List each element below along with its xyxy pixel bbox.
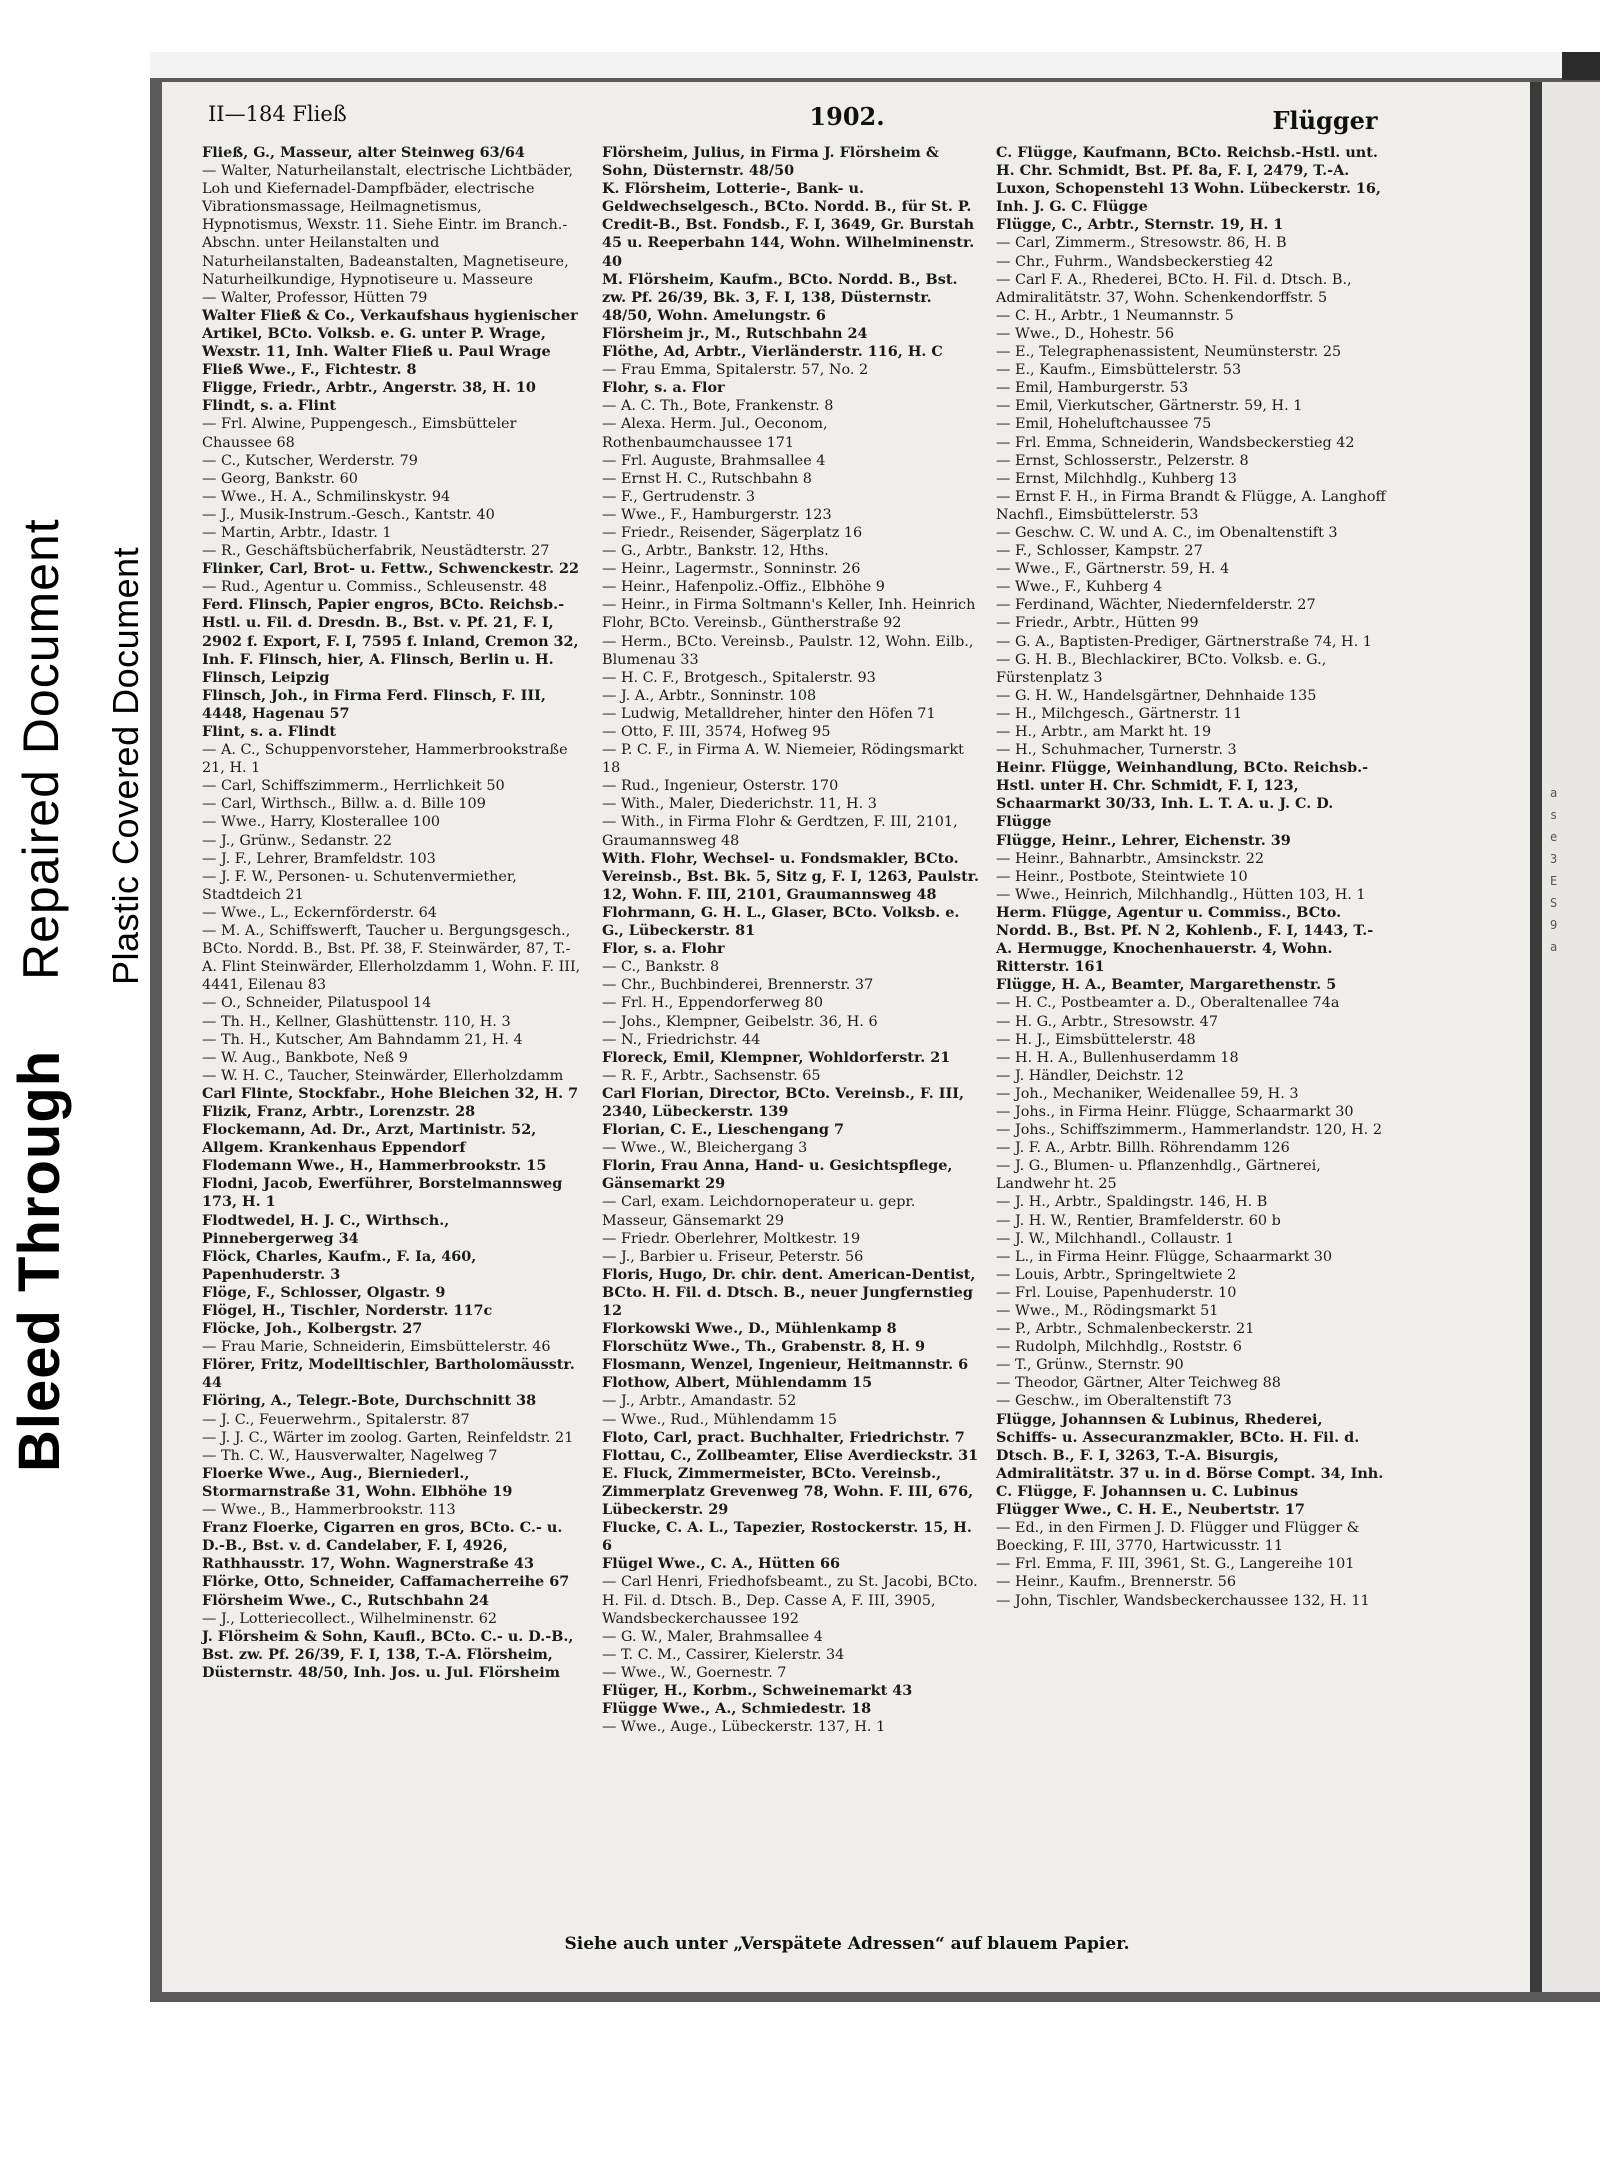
directory-entry: — J., Musik-Instrum.-Gesch., Kantstr. 40 [202, 506, 495, 523]
directory-entry: — F., Gertrudenstr. 3 [602, 488, 756, 505]
directory-entry: Flinsch, Joh., in Firma Ferd. Flinsch, F. III, 4448, Hagenau 57 [202, 686, 546, 722]
directory-entry: — J., Lotteriecollect., Wilhelminenstr. 62 [202, 1610, 498, 1627]
directory-entry: — Carl, Wirthsch., Billw. a. d. Bille 109 [202, 796, 486, 813]
directory-entry: — Alexa. Herm. Jul., Oeconom, Rothenbaumchaussee 171 [602, 416, 828, 451]
directory-entry: Flodtwedel, H. J. C., Wirthsch., Pinnebergerweg 34 [202, 1211, 450, 1247]
directory-entry: — Emil, Hamburgerstr. 53 [996, 380, 1189, 397]
directory-entry: — Wwe., F., Kuhberg 4 [996, 579, 1163, 596]
directory-entry: C. Flügge, Kaufmann, BCto. Reichsb.-Hstl. unt. H. Chr. Schmidt, Bst. Pf. 8a, F. I, 2479, T.-A. Luxon, Schopenstehl 13 Wohn. Lübeckerstr. 16, Inh. J. G. C. Flügge [996, 144, 1381, 216]
directory-entry: K. Flörsheim, Lotterie-, Bank- u. Geldwechselgesch., BCto. Nordd. B., für St. P. Credit-B., Bst. Fondsb., F. I, 3649, Gr. Burstah 45 u. Reeperbahn 144, Wohn. Wilhelminenstr. 40 [602, 180, 975, 270]
directory-entry: Floerke Wwe., Aug., Bierniederl., Stormarnstraße 31, Wohn. Elbhöhe 19 [202, 1464, 513, 1500]
directory-entry: — Emil, Hoheluftchaussee 75 [996, 416, 1212, 433]
directory-entry: — C., Kutscher, Werderstr. 79 [202, 452, 418, 469]
directory-entry: — Wwe., D., Hohestr. 56 [996, 325, 1174, 342]
directory-entry: — Carl F. A., Rhederei, BCto. H. Fil. d. Dtsch. B., Admiralitätstr. 37, Wohn. Schenkendorffstr. 5 [996, 271, 1352, 306]
directory-entry: — H., Arbtr., am Markt ht. 19 [996, 724, 1212, 740]
directory-entry: Flosmann, Wenzel, Ingenieur, Heitmannstr. 6 [602, 1356, 969, 1374]
directory-entry: — Frl. Emma, Schneiderin, Wandsbeckerstieg 42 [996, 434, 1355, 451]
directory-entry: — Wwe., F., Gärtnerstr. 59, H. 4 [996, 561, 1230, 578]
plastic-covered-label: Plastic Covered Document [105, 546, 146, 985]
bleed-through-label: Bleed Through [7, 1049, 72, 1472]
directory-entry: — Geschw. C. W. und A. C., im Obenaltenstift 3 [996, 524, 1338, 541]
directory-entry: — Johs., Schiffszimmerm., Hammerlandstr. 120, H. 2 [996, 1122, 1382, 1139]
directory-entry: — Carl, Zimmerm., Stresowstr. 86, H. B [996, 235, 1287, 252]
directory-entry: — T. C. M., Cassirer, Kielerstr. 34 [602, 1646, 845, 1663]
directory-entry: — Otto, F. III, 3574, Hofweg 95 [602, 724, 831, 740]
directory-entry: — Wwe., B., Hammerbrookstr. 113 [202, 1502, 456, 1519]
directory-entry: — Carl, exam. Leichdornoperateur u. gepr. Masseur, Gänsemarkt 29 [602, 1194, 916, 1229]
directory-entry: Flüger, H., Korbm., Schweinemarkt 43 [602, 1681, 913, 1699]
directory-entry: Flucke, C. A. L., Tapezier, Rostockerstr. 15, H. 6 [602, 1519, 972, 1555]
directory-entry: — P., Arbtr., Schmalenbeckerstr. 21 [996, 1321, 1255, 1338]
directory-entry: — Wwe., M., Rödingsmarkt 51 [996, 1303, 1219, 1319]
directory-entry: J. Flörsheim & Sohn, Kaufl., BCto. C.- u. D.-B., Bst. zw. Pf. 26/39, F. I, 138, T.-A. Flörsheim, Düsternstr. 48/50, Inh. Jos. u. Jul. Flörsheim [202, 1627, 574, 1681]
directory-entry: Flodemann Wwe., H., Hammerbrookstr. 15 [202, 1157, 547, 1175]
directory-entry: — W. Aug., Bankbote, Neß 9 [202, 1049, 408, 1066]
directory-entry: — Chr., Buchbinderei, Brennerstr. 37 [602, 977, 874, 994]
directory-entry: — Rudolph, Milchhdlg., Roststr. 6 [996, 1339, 1242, 1356]
directory-entry: Fließ, G., Masseur, alter Steinweg 63/64 [202, 144, 525, 161]
directory-entry: — Emil, Vierkutscher, Gärtnerstr. 59, H. 1 [996, 398, 1303, 415]
directory-entry: Flögel, H., Tischler, Norderstr. 117c [202, 1302, 493, 1319]
directory-entry: Carl Florian, Director, BCto. Vereinsb., F. III, 2340, Lübeckerstr. 139 [602, 1084, 964, 1120]
directory-entry: — H., Schuhmacher, Turnerstr. 3 [996, 742, 1237, 759]
directory-entry: — H. H. A., Bullenhuserdamm 18 [996, 1049, 1239, 1066]
directory-entry: Flindt, s. a. Flint [202, 397, 337, 415]
directory-entry: — E., Telegraphenassistent, Neumünsterstr. 25 [996, 344, 1342, 361]
directory-entry: Fligge, Friedr., Arbtr., Angerstr. 38, H. 10 [202, 379, 536, 397]
directory-entry: — Ernst, Milchhdlg., Kuhberg 13 [996, 470, 1237, 487]
directory-entry: — J. W., Milchhandl., Collaustr. 1 [996, 1230, 1235, 1247]
directory-entry: Flothow, Albert, Mühlendamm 15 [602, 1374, 873, 1392]
directory-entry: — H. J., Eimsbüttelerstr. 48 [996, 1031, 1196, 1048]
adjacent-page-mark: e [1550, 830, 1558, 844]
directory-entry: — With., in Firma Flohr & Gerdtzen, F. III, 2101, Graumannsweg 48 [602, 814, 958, 849]
page-footer-note: Siehe auch unter „Verspätete Adressen“ auf blauem Papier. [564, 1934, 1130, 1954]
directory-entry: M. Flörsheim, Kaufm., BCto. Nordd. B., Bst. zw. Pf. 26/39, Bk. 3, F. I, 138, Düsternstr. 48/50, Wohn. Amelungstr. 6 [602, 270, 958, 324]
directory-entry: — J. G., Blumen- u. Pflanzenhdlg., Gärtnerei, Landwehr ht. 25 [996, 1158, 1321, 1193]
directory-entry: — Th. H., Kellner, Glashüttenstr. 110, H. 3 [202, 1013, 511, 1030]
directory-entry: — Wwe., Harry, Klosterallee 100 [202, 814, 441, 831]
directory-entry: — Ed., in den Firmen J. D. Flügger und Flügger & Boecking, F. III, 3770, Hartwicusstr. 11 [996, 1520, 1360, 1555]
directory-entry: — J., Grünw., Sedanstr. 22 [202, 832, 392, 849]
directory-entry: Flörsheim jr., M., Rutschbahn 24 [602, 324, 868, 342]
directory-entry: — Walter, Naturheilanstalt, electrische Lichtbäder, Loh und Kiefernadel-Dampfbäder, electrische Vibrationsmassage, Heilmagnetismus, Hypnotismus, Wexstr. 11. Siehe Eintr. im Branch.-Abschn. unter Heilanstalten und Naturheilanstalten, Badeanstalten, Magnetiseure, Naturheilkundige, Hypnotiseure u. Masseure [202, 163, 574, 288]
directory-entry: — Frl. Emma, F. III, 3961, St. G., Langereihe 101 [996, 1556, 1355, 1573]
directory-entry: Flügel Wwe., C. A., Hütten 66 [602, 1555, 841, 1573]
adjacent-page-mark: s [1550, 808, 1558, 822]
directory-entry: — Wwe., F., Hamburgerstr. 123 [602, 506, 832, 523]
directory-entry: Fließ Wwe., F., Fichtestr. 8 [202, 361, 417, 379]
directory-entry: Floris, Hugo, Dr. chir. dent. American-Dentist, BCto. H. Fil. d. Dtsch. B., neuer Jungfernstieg 12 [602, 1265, 976, 1319]
directory-entry: Carl Flinte, Stockfabr., Hohe Bleichen 32, H. 7 [202, 1084, 579, 1102]
directory-entry: Florian, C. E., Lieschengang 7 [602, 1121, 844, 1139]
directory-entry: Flöge, F., Schlosser, Olgastr. 9 [202, 1283, 446, 1301]
directory-entry: — C. H., Arbtr., 1 Neumannstr. 5 [996, 307, 1234, 324]
scan-top-band [150, 52, 1600, 78]
directory-entry: — O., Schneider, Pilatuspool 14 [202, 995, 432, 1012]
directory-entry: — Heinr., Bahnarbtr., Amsinckstr. 22 [996, 850, 1265, 867]
directory-entry: — G. W., Maler, Brahmsallee 4 [602, 1628, 823, 1645]
directory-entry: — Louis, Arbtr., Springeltwiete 2 [996, 1266, 1237, 1283]
directory-entry: — Ernst F. H., in Firma Brandt & Flügge, A. Langhoff Nachfl., Eimsbüttelerstr. 53 [996, 488, 1386, 523]
directory-entry: Flörer, Fritz, Modelltischler, Bartholomäusstr. 44 [202, 1356, 575, 1392]
directory-entry: Flügger Wwe., C. H. E., Neubertstr. 17 [996, 1501, 1305, 1519]
directory-entry: With. Flohr, Wechsel- u. Fondsmakler, BCto. Vereinsb., Bst. Bk. 5, Sitz g, F. I, 1263, Paulstr. 12, Wohn. F. III, 2101, Graumannsweg 48 [602, 849, 980, 903]
adjacent-page-mark: a [1550, 940, 1558, 954]
directory-entry: — Wwe., W., Bleichergang 3 [602, 1140, 808, 1157]
directory-entry: — Johs., Klempner, Geibelstr. 36, H. 6 [602, 1013, 878, 1030]
directory-entry: — Th. H., Kutscher, Am Bahndamm 21, H. 4 [202, 1031, 523, 1048]
directory-entry: — Frl. Auguste, Brahmsallee 4 [602, 452, 826, 469]
directory-entry: Florschütz Wwe., Th., Grabenstr. 8, H. 9 [602, 1338, 925, 1356]
directory-entry: — Carl Henri, Friedhofsbeamt., zu St. Jacobi, BCto. H. Fil. d. Dtsch. B., Dep. Casse A, F. III, 3905, Wandsbeckerchaussee 192 [602, 1574, 978, 1627]
adjacent-page-mark: 3 [1550, 852, 1558, 866]
directory-entry: — Chr., Fuhrm., Wandsbeckerstieg 42 [996, 253, 1274, 270]
directory-entry: — G. A., Baptisten-Prediger, Gärtnerstraße 74, H. 1 [996, 633, 1372, 650]
directory-entry: Herm. Flügge, Agentur u. Commiss., BCto. Nordd. B., Bst. Pf. N 2, Kohlenb., F. I, 1443, T.-A. Hermugge, Knochenhauerstr. 4, Wohn. Ritterstr. 161 [996, 903, 1374, 976]
page-number-heading: II—184 Fließ [208, 102, 347, 126]
directory-entry: Franz Floerke, Cigarren en gros, BCto. C.- u. D.-B., Bst. v. d. Candelaber, F. I, 4926, Rathhausstr. 17, Wohn. Wagnerstraße 43 [202, 1519, 563, 1573]
directory-entry: — J., Arbtr., Amandastr. 52 [602, 1393, 797, 1410]
directory-entry: — H. C. F., Brotgesch., Spitalerstr. 93 [602, 669, 876, 686]
directory-entry: Flügge, C., Arbtr., Sternstr. 19, H. 1 [996, 216, 1284, 234]
directory-entry: Flohrmann, G. H. L., Glaser, BCto. Volksb. e. G., Lübeckerstr. 81 [602, 903, 960, 940]
directory-entry: — H. G., Arbtr., Stresowstr. 47 [996, 1013, 1218, 1030]
directory-entry: — C., Bankstr. 8 [602, 959, 720, 976]
directory-entry: E. Fluck, Zimmermeister, BCto. Vereinsb., Zimmerplatz Grevenweg 78, Wohn. F. III, 676, Lübeckerstr. 29 [602, 1464, 974, 1519]
directory-entry: — Ferdinand, Wächter, Niedernfelderstr. 27 [996, 597, 1316, 614]
directory-entry: — Geschw., im Oberaltenstift 73 [996, 1393, 1232, 1410]
directory-entry: — N., Friedrichstr. 44 [602, 1031, 761, 1048]
directory-entry: — J. J. C., Wärter im zoolog. Garten, Reinfeldstr. 21 [202, 1429, 574, 1446]
column-3 [996, 144, 1388, 1610]
directory-entry: — L., in Firma Heinr. Flügge, Schaarmarkt 30 [996, 1248, 1333, 1265]
adjacent-page-strip [1542, 82, 1600, 1992]
directory-entry: — G., Arbtr., Bankstr. 12, Hths. [602, 543, 829, 560]
directory-entry: — Wwe., H. A., Schmilinskystr. 94 [202, 488, 451, 505]
directory-entry: — Wwe., L., Eckernförderstr. 64 [202, 904, 437, 921]
directory-entry: — Frau Emma, Spitalerstr. 57, No. 2 [602, 362, 869, 379]
directory-entry: — Friedr., Arbtr., Hütten 99 [996, 615, 1199, 632]
directory-entry: Flizik, Franz, Arbtr., Lorenzstr. 28 [202, 1102, 476, 1120]
adjacent-page-mark: 9 [1550, 918, 1558, 932]
directory-entry: — F., Schlosser, Kampstr. 27 [996, 543, 1203, 560]
directory-entry: Flor, s. a. Flohr [602, 940, 725, 958]
adjacent-page-mark: S [1550, 896, 1558, 910]
directory-entry: — Heinr., Hafenpoliz.-Offiz., Elbhöhe 9 [602, 579, 885, 596]
directory-entry: Flöcke, Joh., Kolbergstr. 27 [202, 1320, 423, 1338]
adjacent-page-mark: E [1550, 874, 1558, 888]
directory-entry: — Frl. Alwine, Puppengesch., Eimsbütteler Chaussee 68 [202, 416, 517, 451]
directory-entry: Flügge, Johannsen & Lubinus, Rhederei, Schiffs- u. Assecuranzmakler, BCto. H. Fil. d. Dtsch. B., F. I, 3263, T.-A. Bisurgis, Admiralitätstr. 37 u. in d. Börse Compt. 34, Inh. C. Flügge, F. Johannsen u. C. Lubinus [996, 1410, 1384, 1500]
directory-entry: — J. Händler, Deichstr. 12 [996, 1067, 1184, 1084]
directory-entry: — J., Barbier u. Friseur, Peterstr. 56 [602, 1248, 864, 1265]
repaired-document-label: Repaired Document [13, 518, 69, 980]
directory-entry: Flöthe, Ad, Arbtr., Vierländerstr. 116, H. C [602, 343, 943, 361]
directory-entry: Flockemann, Ad. Dr., Arzt, Martinistr. 52, Allgem. Krankenhaus Eppendorf [202, 1121, 537, 1157]
directory-entry: — Ernst, Schlosserstr., Pelzerstr. 8 [996, 452, 1249, 469]
directory-entry: Floto, Carl, pract. Buchhalter, Friedrichstr. 7 [602, 1428, 965, 1446]
adjacent-page-mark: a [1550, 786, 1558, 800]
directory-entry: — Johs., in Firma Heinr. Flügge, Schaarmarkt 30 [996, 1103, 1354, 1120]
directory-entry: — Wwe., Auge., Lübeckerstr. 137, H. 1 [602, 1719, 886, 1736]
directory-entry: — Georg, Bankstr. 60 [202, 470, 358, 487]
directory-entry: — Heinr., in Firma Soltmann's Keller, Inh. Heinrich Flohr, BCto. Vereinsb., Güntherstraße 92 [602, 597, 976, 632]
directory-entry: — M. A., Schiffswerft, Taucher u. Bergungsgesch., BCto. Nordd. B., Bst. Pf. 38, F. Steinwärder, 87, T.-A. Flint Steinwärder, Ellerholzdamm 1, Wohn. F. III, 4441, Eilenau 83 [202, 923, 581, 994]
directory-entry: — John, Tischler, Wandsbeckerchaussee 132, H. 11 [996, 1592, 1370, 1609]
directory-entry: — Heinr., Lagermstr., Sonninstr. 26 [602, 561, 861, 578]
directory-entry: — Herm., BCto. Vereinsb., Paulstr. 12, Wohn. Eilb., Blumenau 33 [602, 633, 974, 668]
directory-entry: Flügge, H. A., Beamter, Margarethenstr. 5 [996, 976, 1337, 994]
directory-entry: — G. H. W., Handelsgärtner, Dehnhaide 135 [996, 687, 1317, 704]
directory-entry: — Ernst H. C., Rutschbahn 8 [602, 470, 812, 487]
directory-entry: — J. F. A., Arbtr. Billh. Röhrendamm 126 [996, 1140, 1290, 1157]
directory-entry: Flöring, A., Telegr.-Bote, Durchschnitt 38 [202, 1392, 537, 1410]
directory-entry: Flügge Wwe., A., Schmiedestr. 18 [602, 1700, 872, 1718]
directory-entry: — W. H. C., Taucher, Steinwärder, Ellerholzdamm [202, 1067, 564, 1084]
directory-entry: — Th. C. W., Hausverwalter, Nagelweg 7 [202, 1447, 498, 1464]
directory-entry: — J. C., Feuerwehrm., Spitalerstr. 87 [202, 1411, 470, 1428]
directory-entry: — J. A., Arbtr., Sonninstr. 108 [602, 687, 817, 704]
page-catchword: Flügger [1272, 106, 1378, 135]
directory-entry: Flottau, C., Zollbeamter, Elise Averdieckstr. 31 [602, 1446, 979, 1464]
column-2 [602, 144, 984, 1736]
directory-entry: — A. C., Schuppenvorsteher, Hammerbrookstraße 21, H. 1 [202, 742, 568, 777]
adjacent-page-marks [1550, 782, 1590, 1302]
directory-entry: Flörsheim Wwe., C., Rutschbahn 24 [202, 1591, 489, 1609]
directory-entry: — Frl. Louise, Papenhuderstr. 10 [996, 1284, 1237, 1301]
book-gutter [1530, 82, 1542, 1992]
directory-entry: — With., Maler, Diederichstr. 11, H. 3 [602, 796, 877, 813]
scan-corner-tab [1562, 52, 1600, 80]
directory-entry: — H., Milchgesch., Gärtnerstr. 11 [996, 705, 1242, 722]
bottom-margin [150, 2002, 1600, 2177]
directory-entry: — Ludwig, Metalldreher, hinter den Höfen 71 [602, 705, 936, 722]
directory-entry: — J. H., Arbtr., Spaldingstr. 146, H. B [996, 1194, 1268, 1211]
directory-entry: — G. H. B., Blechlackirer, BCto. Volksb. e. G., Fürstenplatz 3 [996, 651, 1327, 686]
directory-entry: — R. F., Arbtr., Sachsenstr. 65 [602, 1067, 821, 1084]
directory-entry: Flügge, Heinr., Lehrer, Eichenstr. 39 [996, 831, 1291, 849]
directory-entry: — J. F. W., Personen- u. Schutenvermiether, Stadtdeich 21 [202, 868, 517, 903]
directory-entry: Floreck, Emil, Klempner, Wohldorferstr. 21 [602, 1048, 951, 1066]
directory-entry: Flörsheim, Julius, in Firma J. Flörsheim & Sohn, Düsternstr. 48/50 [602, 144, 939, 180]
directory-entry: Heinr. Flügge, Weinhandlung, BCto. Reichsb.-Hstl. unter H. Chr. Schmidt, F. I, 123, Schaarmarkt 30/33, Inh. L. T. A. u. J. C. D. Flügge [996, 759, 1369, 831]
directory-entry: — Friedr., Reisender, Sägerplatz 16 [602, 524, 863, 541]
directory-entry: — Theodor, Gärtner, Alter Teichweg 88 [996, 1375, 1281, 1392]
directory-entry: Walter Fließ & Co., Verkaufshaus hygienischer Artikel, BCto. Volksb. e. G. unter P. Wrage, Wexstr. 11, Inh. Walter Fließ u. Paul Wrage [202, 306, 578, 361]
directory-entry: — Heinr., Kaufm., Brennerstr. 56 [996, 1574, 1237, 1591]
directory-entry: — Frl. H., Eppendorferweg 80 [602, 995, 823, 1012]
directory-entry: — Friedr. Oberlehrer, Moltkestr. 19 [602, 1230, 861, 1247]
directory-entry: — E., Kaufm., Eimsbüttelerstr. 53 [996, 362, 1242, 379]
directory-entry: — J. H. W., Rentier, Bramfelderstr. 60 b [996, 1212, 1281, 1229]
directory-entry: — Martin, Arbtr., Idastr. 1 [202, 524, 392, 541]
directory-entry: — Carl, Schiffszimmerm., Herrlichkeit 50 [202, 778, 505, 795]
directory-page [162, 82, 1532, 1992]
directory-entry: Ferd. Flinsch, Papier engros, BCto. Reichsb.-Hstl. u. Fil. d. Dresdn. B., Bst. v. Pf. 21, F. I, 2902 f. Export, F. I, 7595 f. Inland, Cremon 32, Inh. F. Flinsch, hier, A. Flinsch, Berlin u. H. Flinsch, Leipzig [202, 596, 579, 686]
directory-entry: — J. F., Lehrer, Bramfeldstr. 103 [202, 850, 436, 867]
directory-entry: Florkowski Wwe., D., Mühlenkamp 8 [602, 1320, 897, 1338]
directory-entry: — Walter, Professor, Hütten 79 [202, 289, 428, 306]
directory-entry: — A. C. Th., Bote, Frankenstr. 8 [602, 398, 834, 415]
scanned-page-frame [150, 52, 1600, 2002]
directory-entry: — T., Grünw., Sternstr. 90 [996, 1357, 1184, 1374]
directory-entry: — Joh., Mechaniker, Weidenallee 59, H. 3 [996, 1085, 1299, 1102]
directory-entry: — R., Geschäftsbücherfabrik, Neustädterstr. 27 [202, 543, 550, 560]
column-1 [202, 144, 584, 1682]
directory-entry: — Wwe., Rud., Mühlendamm 15 [602, 1411, 837, 1428]
directory-entry: — H. C., Postbeamter a. D., Oberaltenallee 74a [996, 995, 1340, 1012]
side-labels [0, 240, 150, 1472]
directory-entry: Flöck, Charles, Kaufm., F. Ia, 460, Papenhuderstr. 3 [202, 1247, 477, 1283]
directory-entry: — Frau Marie, Schneiderin, Eimsbüttelerstr. 46 [202, 1339, 551, 1356]
directory-entry: — Wwe., W., Goernestr. 7 [602, 1664, 787, 1681]
directory-entry: Flohr, s. a. Flor [602, 379, 725, 397]
directory-entry: — P. C. F., in Firma A. W. Niemeier, Rödingsmarkt 18 [602, 742, 964, 777]
directory-entry: Flodni, Jacob, Ewerführer, Borstelmannsweg 173, H. 1 [202, 1175, 563, 1211]
directory-entry: Flörke, Otto, Schneider, Caffamacherreihe 67 [202, 1573, 570, 1591]
directory-entry: — Heinr., Postbote, Steintwiete 10 [996, 868, 1248, 885]
directory-entry: — Rud., Ingenieur, Osterstr. 170 [602, 778, 839, 795]
directory-entry: — Rud., Agentur u. Commiss., Schleusenstr. 48 [202, 579, 548, 596]
directory-entry: Flinker, Carl, Brot- u. Fettw., Schwenckestr. 22 [202, 560, 580, 578]
page-header [162, 82, 1532, 142]
directory-entry: — Wwe., Heinrich, Milchhandlg., Hütten 103, H. 1 [996, 886, 1366, 903]
page-year: 1902. [809, 102, 885, 131]
directory-entry: Flint, s. a. Flindt [202, 723, 337, 740]
directory-entry: Florin, Frau Anna, Hand- u. Gesichtspflege, Gänsemarkt 29 [602, 1157, 953, 1193]
